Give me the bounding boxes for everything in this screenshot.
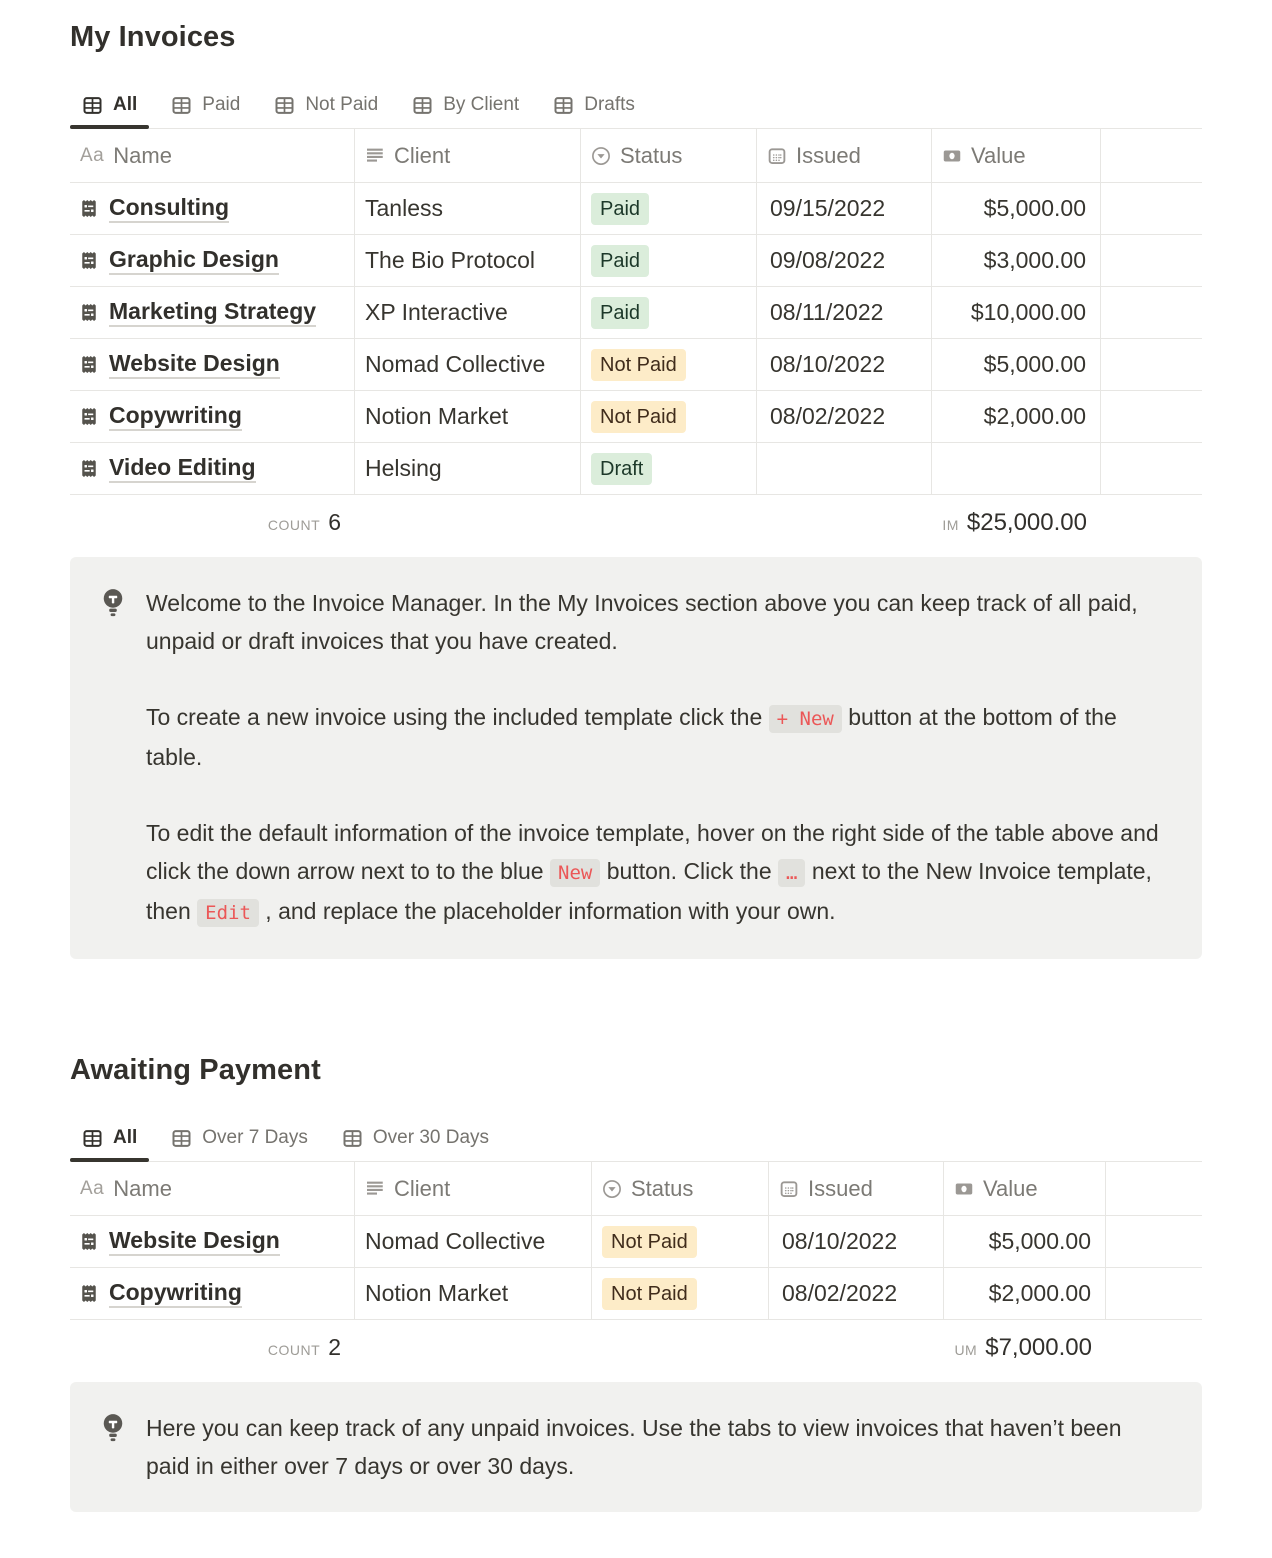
awaiting-payment-section <box>70 1053 1202 1512</box>
text-lines-icon <box>365 146 385 166</box>
callout-paragraph: button. Click the <box>600 858 779 884</box>
column-header-issued[interactable] <box>769 1162 944 1216</box>
sum-aggregate[interactable] <box>944 1334 1106 1362</box>
cell-trailing <box>1101 183 1202 235</box>
column-label: Issued <box>796 142 861 168</box>
awaiting-help-callout <box>70 1382 1202 1512</box>
invoice-name-link[interactable]: Consulting <box>109 194 229 222</box>
cell-client[interactable]: Tanless <box>355 183 581 235</box>
table-view-icon <box>274 95 295 116</box>
sum-label: UM <box>954 1341 978 1358</box>
awaiting-tab-bar <box>70 1118 1202 1162</box>
column-header-trailing <box>1101 129 1202 183</box>
cell-name[interactable] <box>70 339 355 391</box>
cell-issued[interactable]: 08/10/2022 <box>769 1216 944 1268</box>
cell-trailing <box>1106 1268 1202 1320</box>
column-header-name[interactable] <box>70 1162 355 1216</box>
cell-client[interactable]: Nomad Collective <box>355 1216 592 1268</box>
cell-status[interactable] <box>581 235 757 287</box>
tab-all[interactable] <box>70 1118 149 1161</box>
column-label: Status <box>620 142 683 168</box>
table-view-icon <box>82 1128 103 1149</box>
invoice-name-link[interactable]: Website Design <box>109 1227 280 1255</box>
cell-name[interactable] <box>70 391 355 443</box>
edit-code-chip[interactable]: Edit <box>197 899 259 927</box>
column-header-name[interactable] <box>70 129 355 183</box>
column-label: Client <box>394 142 451 168</box>
receipt-icon <box>80 250 98 271</box>
callout-paragraph: To edit the default information of the invoice template, hover on the right side of the table above and click the down arrow next to to the blue <box>146 820 1159 884</box>
table-view-icon <box>82 95 103 116</box>
cell-value[interactable]: $10,000.00 <box>932 287 1101 339</box>
status-badge[interactable]: Not Paid <box>602 1278 697 1310</box>
cell-issued[interactable] <box>757 443 932 495</box>
cell-value[interactable]: $5,000.00 <box>944 1216 1106 1268</box>
cell-name[interactable] <box>70 443 355 495</box>
status-badge[interactable]: Draft <box>591 453 652 485</box>
callout-paragraph: To create a new invoice using the included template click the <box>146 704 769 730</box>
text-style-icon: Aa <box>80 1177 105 1199</box>
column-header-value[interactable] <box>944 1162 1106 1216</box>
table-view-icon <box>412 95 433 116</box>
cell-client[interactable]: The Bio Protocol <box>355 235 581 287</box>
column-label: Client <box>394 1175 451 1201</box>
cell-name[interactable] <box>70 287 355 339</box>
receipt-icon <box>80 354 98 375</box>
cell-value[interactable]: $5,000.00 <box>932 183 1101 235</box>
tab-over-30-days[interactable] <box>330 1118 501 1161</box>
my-invoices-section <box>70 20 1202 959</box>
cell-status[interactable] <box>581 443 757 495</box>
column-header-issued[interactable] <box>757 129 932 183</box>
cell-value[interactable]: $2,000.00 <box>944 1268 1106 1320</box>
count-aggregate[interactable] <box>70 509 355 536</box>
tab-label: Over 7 Days <box>202 1127 308 1148</box>
tab-label: By Client <box>443 94 520 115</box>
cell-name[interactable] <box>70 235 355 287</box>
callout-paragraph: Welcome to the Invoice Manager. In the My Invoices section above you can keep track of all paid, unpaid or draft invoices that you have created. <box>146 590 1138 654</box>
cell-trailing <box>1106 1216 1202 1268</box>
status-badge[interactable]: Paid <box>591 245 649 277</box>
cell-trailing <box>1101 339 1202 391</box>
tab-label: All <box>113 1127 138 1148</box>
cell-status[interactable] <box>592 1216 769 1268</box>
count-aggregate[interactable] <box>70 1334 355 1361</box>
column-header-status[interactable] <box>592 1162 769 1216</box>
tab-label: All <box>113 94 138 115</box>
sum-value: $7,000.00 <box>985 1333 1092 1361</box>
cell-client[interactable]: Nomad Collective <box>355 339 581 391</box>
tab-all[interactable] <box>70 85 149 128</box>
cell-value[interactable]: $2,000.00 <box>932 391 1101 443</box>
cell-value[interactable] <box>932 443 1101 495</box>
select-dropdown-icon <box>591 146 611 166</box>
tab-by-client[interactable] <box>400 85 531 128</box>
cell-trailing <box>1101 443 1202 495</box>
column-label: Name <box>113 1175 172 1201</box>
sum-label: IM <box>942 516 959 533</box>
ellipsis-code-chip[interactable]: … <box>778 859 805 887</box>
callout-paragraph: , and replace the placeholder information with your own. <box>258 898 836 924</box>
status-badge[interactable]: Not Paid <box>591 349 686 381</box>
count-label: COUNT <box>267 1342 321 1358</box>
text-style-icon: Aa <box>80 144 105 166</box>
tab-drafts[interactable] <box>541 85 647 128</box>
status-badge[interactable]: Paid <box>591 297 649 329</box>
invoice-name-link[interactable]: Website Design <box>109 350 280 378</box>
cell-name[interactable] <box>70 183 355 235</box>
awaiting-table-footer <box>70 1320 1202 1375</box>
cell-trailing <box>1101 287 1202 339</box>
cell-issued[interactable]: 09/15/2022 <box>757 183 932 235</box>
calendar-icon <box>779 1179 799 1199</box>
tab-paid[interactable] <box>159 85 252 128</box>
column-header-value[interactable] <box>932 129 1101 183</box>
status-badge[interactable]: Not Paid <box>591 401 686 433</box>
money-bill-icon <box>942 146 962 166</box>
cell-issued[interactable]: 08/02/2022 <box>769 1268 944 1320</box>
lightbulb-icon <box>100 1409 126 1485</box>
column-header-client[interactable] <box>355 129 581 183</box>
count-value: 2 <box>328 1334 341 1360</box>
table-view-icon <box>553 95 574 116</box>
callout-text <box>146 1409 1166 1485</box>
page-title: My Invoices <box>70 21 236 53</box>
invoice-name-link[interactable]: Copywriting <box>109 1279 242 1307</box>
count-value: 6 <box>328 509 341 535</box>
receipt-icon <box>80 1231 98 1252</box>
cell-name[interactable] <box>70 1216 355 1268</box>
sum-aggregate[interactable] <box>932 509 1101 537</box>
cell-value[interactable]: $3,000.00 <box>932 235 1101 287</box>
cell-status[interactable] <box>592 1268 769 1320</box>
invoice-name-link[interactable]: Graphic Design <box>109 246 279 274</box>
invoice-help-callout <box>70 557 1202 959</box>
invoices-table <box>70 129 1202 495</box>
cell-status[interactable] <box>581 183 757 235</box>
table-view-icon <box>171 1128 192 1149</box>
sum-value: $25,000.00 <box>966 508 1087 536</box>
awaiting-table <box>70 1162 1202 1320</box>
cell-status[interactable] <box>581 339 757 391</box>
tab-label: Drafts <box>584 94 635 115</box>
cell-value[interactable]: $5,000.00 <box>932 339 1101 391</box>
invoice-name-link[interactable]: Marketing Strategy <box>109 298 316 326</box>
callout-text <box>146 584 1166 932</box>
column-label: Issued <box>808 1175 873 1201</box>
cell-name[interactable] <box>70 1268 355 1320</box>
text-lines-icon <box>365 1179 385 1199</box>
column-header-trailing <box>1106 1162 1202 1216</box>
cell-issued[interactable]: 08/10/2022 <box>757 339 932 391</box>
status-badge[interactable]: Not Paid <box>602 1226 697 1258</box>
invoice-name-link[interactable]: Video Editing <box>109 454 256 482</box>
tab-label: Not Paid <box>305 94 379 115</box>
invoices-table-footer <box>70 495 1202 550</box>
receipt-icon <box>80 198 98 219</box>
callout-paragraph: next to the New Invoice template, then <box>146 858 1152 924</box>
column-label: Value <box>983 1175 1038 1201</box>
column-label: Status <box>631 1175 694 1201</box>
tab-label: Over 30 Days <box>372 1127 490 1148</box>
cell-trailing <box>1101 235 1202 287</box>
column-label: Value <box>971 142 1026 168</box>
column-header-client[interactable] <box>355 1162 592 1216</box>
cell-client[interactable]: Notion Market <box>355 1268 592 1320</box>
tab-label: Paid <box>202 94 241 115</box>
callout-paragraph: button at the bottom of the table. <box>146 704 1117 770</box>
cell-client[interactable]: Helsing <box>355 443 581 495</box>
money-bill-icon <box>954 1179 974 1199</box>
new-button-code-chip[interactable]: + New <box>769 705 842 733</box>
cell-client[interactable]: XP Interactive <box>355 287 581 339</box>
calendar-icon <box>767 146 787 166</box>
count-label: COUNT <box>267 517 321 533</box>
cell-issued[interactable]: 08/02/2022 <box>757 391 932 443</box>
receipt-icon <box>80 458 98 479</box>
table-view-icon <box>342 1128 363 1149</box>
section-title: Awaiting Payment <box>70 1054 321 1086</box>
cell-status[interactable] <box>581 391 757 443</box>
select-dropdown-icon <box>602 1179 622 1199</box>
new-code-chip[interactable]: New <box>550 859 600 887</box>
cell-client[interactable]: Notion Market <box>355 391 581 443</box>
column-label: Name <box>113 142 172 168</box>
invoice-name-link[interactable]: Copywriting <box>109 402 242 430</box>
receipt-icon <box>80 406 98 427</box>
invoices-tab-bar <box>70 85 1202 129</box>
cell-issued[interactable]: 09/08/2022 <box>757 235 932 287</box>
lightbulb-icon <box>100 584 126 932</box>
cell-status[interactable] <box>581 287 757 339</box>
column-header-status[interactable] <box>581 129 757 183</box>
tab-over-7-days[interactable] <box>159 1118 320 1161</box>
cell-issued[interactable]: 08/11/2022 <box>757 287 932 339</box>
table-view-icon <box>171 95 192 116</box>
receipt-icon <box>80 1283 98 1304</box>
callout-paragraph: Here you can keep track of any unpaid invoices. Use the tabs to view invoices that haven’t been paid in either over 7 days or over 30 days. <box>146 1415 1122 1479</box>
cell-trailing <box>1101 391 1202 443</box>
receipt-icon <box>80 302 98 323</box>
tab-not-paid[interactable] <box>262 85 390 128</box>
status-badge[interactable]: Paid <box>591 193 649 225</box>
